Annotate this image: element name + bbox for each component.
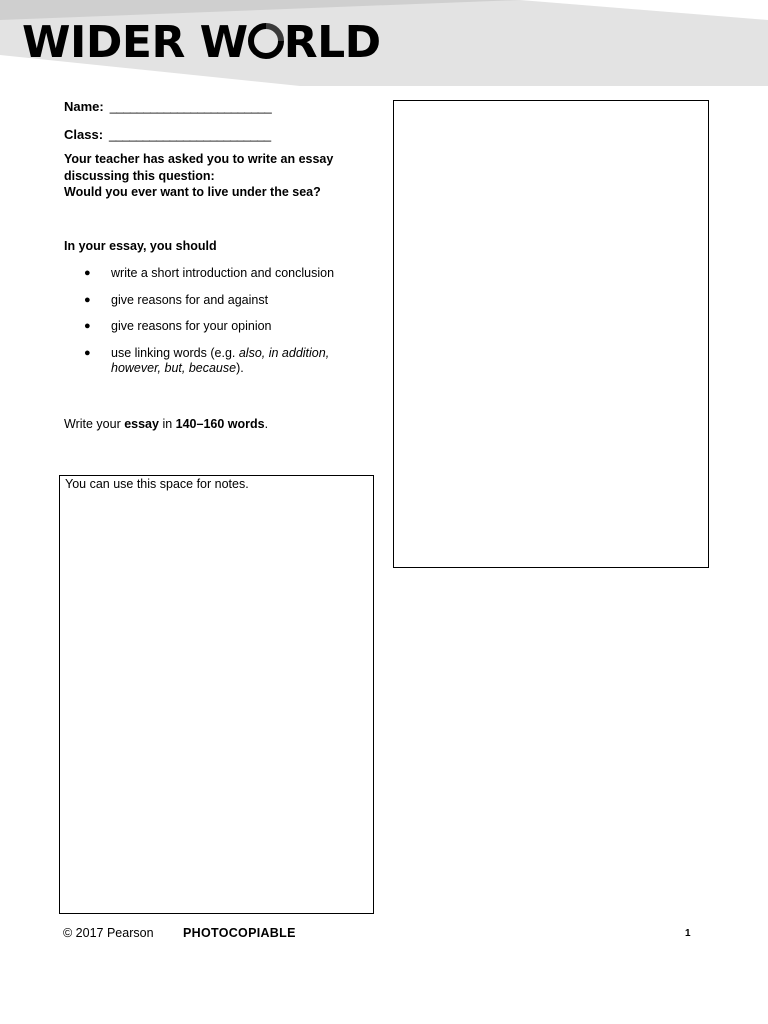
intro-line-2: discussing this question: [64,168,215,183]
logo-text-part1: WIDER W [22,17,248,68]
class-label: Class: [64,127,104,142]
page-number: 1 [685,928,691,939]
essay-question: Would you ever want to live under the sea? [64,185,321,199]
class-field[interactable] [64,127,271,142]
logo-text-part2: RLD [283,17,381,68]
list-item: ● give reasons for your opinion [84,319,272,333]
name-field[interactable] [64,99,271,114]
should-heading: In your essay, you should [64,239,217,253]
task-instructions [64,151,364,201]
linking-words-examples: also, in addition, however, but, because [111,345,330,375]
bullet-icon: ● [84,267,91,279]
bullet-icon: ● [84,320,91,332]
requirements-list [84,266,374,388]
logo-ring-icon [248,17,284,69]
linking-words-suffix: ). [236,361,244,375]
notes-label: You can use this space for notes. [65,477,249,491]
bullet-icon: ● [84,293,91,306]
wider-world-logo [22,17,381,69]
essay-answer-box[interactable] [393,100,709,568]
list-item [84,346,374,377]
bullet-icon: ● [84,346,91,359]
list-item: ● write a short introduction and conclusion [84,266,335,280]
name-line[interactable]: ________________________ [109,99,272,114]
word-count-instruction: Write your essay in 140–160 words. [64,417,269,431]
photocopiable-label: PHOTOCOPIABLE [183,926,296,940]
copyright-text: © 2017 Pearson [63,926,154,940]
linking-words-prefix: use linking words (e.g. [111,345,239,360]
intro-line-1: Your teacher has asked you to write an essay [64,152,334,166]
list-item: ● give reasons for and against [84,292,269,307]
header-banner [0,0,768,90]
name-label: Name: [64,99,104,114]
notes-box[interactable] [59,475,374,914]
class-line[interactable]: ________________________ [109,127,271,142]
